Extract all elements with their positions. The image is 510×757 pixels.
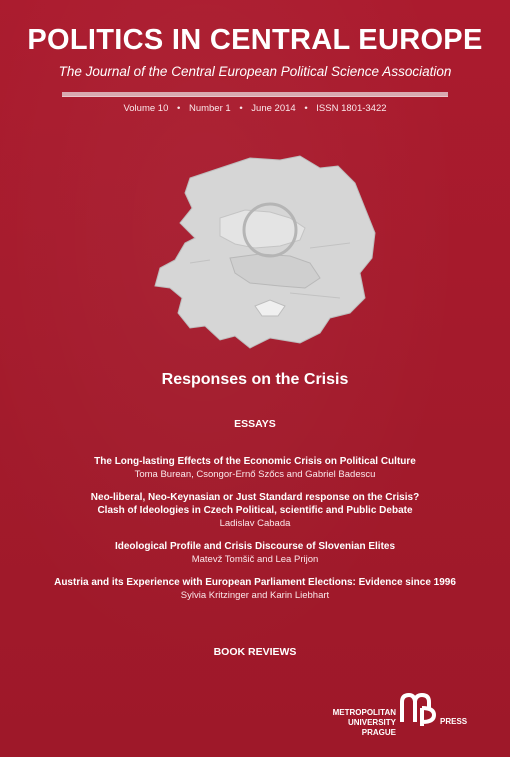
issue-info — [0, 103, 510, 114]
article-authors: Toma Burean, Csongor-Ernő Szőcs and Gabriel Badescu — [134, 469, 376, 480]
article-title: Neo-liberal, Neo-Keynasian or Just Standard response on the Crisis? — [90, 492, 420, 503]
publisher-name — [326, 708, 396, 738]
mup-logo-icon — [398, 692, 438, 728]
journal-title: POLITICS IN CENTRAL EUROPE — [27, 24, 483, 56]
central-europe-map-icon — [150, 148, 380, 358]
separator-dot: • — [177, 103, 181, 114]
journal-subtitle: The Journal of the Central European Political Science Association — [58, 64, 452, 79]
publisher-press: PRESS — [440, 717, 468, 726]
divider-rule — [62, 92, 448, 97]
volume: Volume 10 — [123, 103, 169, 114]
article-authors: Sylvia Kritzinger and Karin Liebhart — [180, 590, 330, 601]
article-title: The Long-lasting Effects of the Economic Crisis on Political Culture — [94, 456, 416, 467]
article-title: Austria and its Experience with European Parliament Elections: Evidence since 1996 — [54, 577, 456, 588]
article-authors: Ladislav Cabada — [219, 518, 291, 529]
article-item — [40, 491, 470, 530]
issue-theme: Responses on the Crisis — [161, 371, 349, 388]
article-title: Ideological Profile and Crisis Discourse of Slovenian Elites — [114, 541, 396, 552]
publisher-line2: UNIVERSITY PRAGUE — [347, 718, 396, 737]
article-item — [40, 540, 470, 566]
number: Number 1 — [188, 103, 231, 114]
essays-heading: ESSAYS — [234, 418, 276, 430]
book-reviews-heading: BOOK REVIEWS — [213, 646, 297, 658]
article-list — [40, 455, 470, 612]
article-title-line2: Clash of Ideologies in Czech Political, scientific and Public Debate — [97, 505, 413, 516]
publisher-line1: METROPOLITAN — [332, 708, 396, 717]
separator-dot: • — [239, 103, 243, 114]
article-item — [40, 455, 470, 481]
article-item — [40, 576, 470, 602]
publisher-block — [326, 692, 486, 737]
date: June 2014 — [251, 103, 296, 114]
issn: ISSN 1801-3422 — [316, 103, 387, 114]
separator-dot: • — [304, 103, 308, 114]
article-authors: Matevž Tomšič and Lea Prijon — [191, 554, 319, 565]
